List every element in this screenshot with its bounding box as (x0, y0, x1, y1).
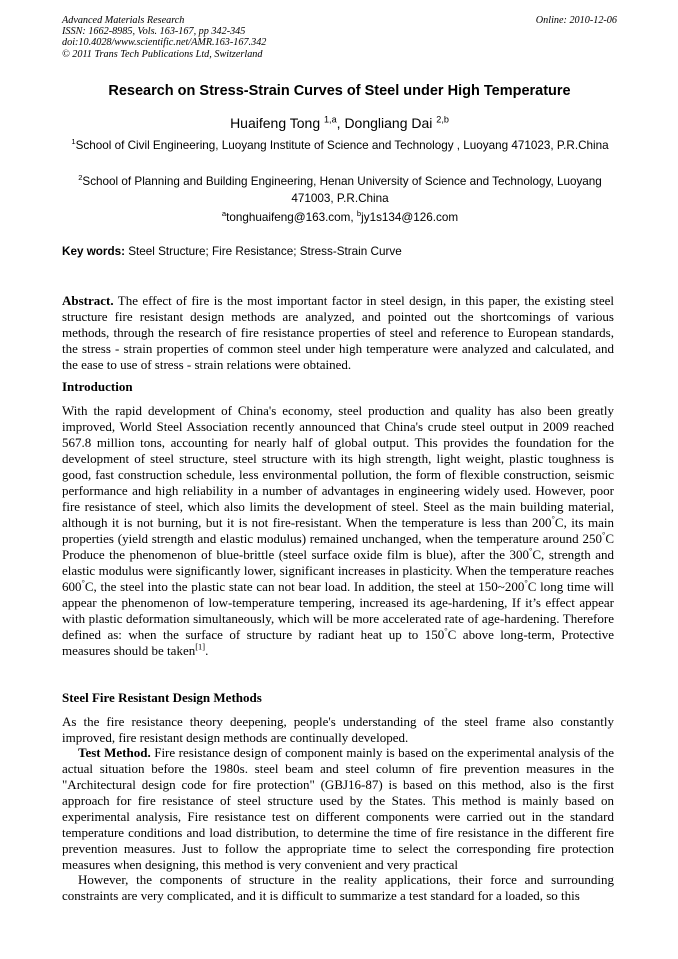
introduction-paragraph (62, 403, 614, 659)
issn-line: ISSN: 1662-8985, Vols. 163-167, pp 342-345 (62, 26, 246, 38)
citation-ref[interactable]: [1] (195, 641, 206, 652)
copyright-line: © 2011 Trans Tech Publications Ltd, Switzerland (62, 48, 263, 60)
test-method-text: Fire resistance design of component mainly is based on the experimental analysis of the actual situation before the 1980s. steel beam and steel column of fire prevention measures in the "Architectural design code for fire protection" (GBJ16-87) is based on this method, also is the first approach for fire resistance of steel structure used by the States. This method is mainly based on experimental analysis, Fire resistance test on different components were carried out in the standard temperature conditions and load distribution, to determine the time of fire resistance in the different fire prevention measures. Just to follow the appropriate time to select the corresponding fire protection measures when designing, this method is very convenient and very practical (62, 745, 615, 872)
degree-symbol: ° (529, 545, 533, 556)
keywords (62, 245, 402, 258)
keywords-label: Key words: (62, 245, 125, 258)
degree-symbol: ° (81, 577, 85, 588)
affiliation-1 (70, 138, 610, 155)
intro-text: C, the steel into the plastic state can not bear load. In addition, the steel at 150~200 (84, 579, 525, 594)
degree-symbol: ° (524, 577, 528, 588)
author-superscript: 1,a (324, 114, 337, 125)
test-method-label: Test Method. (78, 745, 151, 760)
paper-title: Research on Stress-Strain Curves of Steel under High Temperature (108, 83, 571, 99)
author-emails (70, 210, 610, 227)
affiliation-superscript: 1 (71, 137, 76, 147)
doi-line: doi:10.4028/www.scientific.net/AMR.163-167.342 (62, 37, 267, 49)
section-heading-design-methods: Steel Fire Resistant Design Methods (62, 690, 262, 705)
affiliation-text: School of Civil Engineering, Luoyang Institute of Science and Technology , Luoyang 471023, P.R.China (75, 139, 609, 152)
journal-header (62, 15, 617, 60)
affiliation-2 (70, 174, 610, 207)
intro-text: C Produce the phenomenon of blue-brittle (steel surface oxide film is blue), after the 300 (62, 531, 614, 562)
affiliation-text: School of Planning and Building Engineering, Henan University of Science and Technology, Luoyang 471003, P.R.China (82, 175, 602, 205)
intro-text: C, its main properties (yield strength and elastic modulus) remained unchanged, when the temperature around 250 (62, 515, 614, 546)
design-methods-paragraph-3: However, the components of structure in the reality applications, their force and surrounding constraints are very complicated, and it is difficult to summarize a test standard for a loaded, so this (62, 872, 614, 903)
author-list (62, 115, 617, 131)
degree-symbol: ° (551, 513, 555, 524)
abstract-label: Abstract. (62, 293, 114, 308)
affiliation-superscript: 2 (78, 173, 83, 183)
email-link: jy1s134@126.com (361, 211, 459, 224)
email-superscript: b (356, 209, 362, 219)
intro-text: C above long-term, Protective measures should be taken (62, 627, 614, 658)
author-name: Dongliang Dai (344, 115, 433, 131)
design-methods-paragraph-2 (62, 745, 614, 873)
author-name: Huaifeng Tong (230, 115, 321, 131)
intro-text: With the rapid development of China's economy, steel production and quality has also been greatly improved, World Steel Association recently announced that China's crude steel output in 2009 reached 567.8 million tons, accounting for nearly half of global output. This provides the foundation for the development of steel structure, steel structure with its high strength, light weight, plastic toughness is good, fast construction schedule, less environmental pollution, the form of flexible construction, seismic performance and high reliability in a number of advantages in engineering widely used. However, poor fire resistance of steel, which also limits the development of steel. Steel as the main building material, although it is not burning, but it is not fire-resistant. When the temperature is less than 200 (62, 403, 614, 530)
email-superscript: a (221, 209, 227, 219)
degree-symbol: ° (601, 529, 606, 540)
author-separator: , (336, 115, 345, 131)
abstract-text: The effect of fire is the most important factor in steel design, in this paper, the existing steel structure fire resistant design methods are analyzed, and pointed out the shortcomings of various methods, through the research of fire resistance properties of steel and reference to European standards, the stress - strain properties of common steel under high temperature were analyzed and calculated, and the ease to use of stress - strain relations were obtained. (62, 293, 614, 372)
online-date: Online: 2010-12-06 (535, 15, 617, 26)
email-link: tonghuaifeng@163.com, (226, 211, 357, 224)
intro-text: . (205, 643, 209, 658)
intro-text: C, strength and elastic modulus were significantly lower, significant increases in plasticity. When the temperature reaches 600 (62, 547, 614, 594)
keywords-text: Steel Structure; Fire Resistance; Stress-Strain Curve (125, 245, 402, 258)
degree-symbol: ° (444, 625, 448, 636)
author-superscript: 2,b (436, 114, 449, 125)
journal-name: Advanced Materials Research (62, 15, 185, 26)
section-heading-introduction: Introduction (62, 379, 133, 394)
design-methods-paragraph-1: As the fire resistance theory deepening, people's understanding of the steel frame also constantly improved, fire resistant design methods are continually developed. (62, 714, 614, 745)
intro-text: C long time will appear the phenomenon of low-temperature tempering, increased its age-hardening, If it’s effect appear with plastic deformation simultaneously, which will be more accelerated rate of age-hardening. Therefore defined as: when the surface of structure by radiant heat up to 150 (62, 579, 614, 642)
abstract-paragraph (62, 293, 614, 373)
